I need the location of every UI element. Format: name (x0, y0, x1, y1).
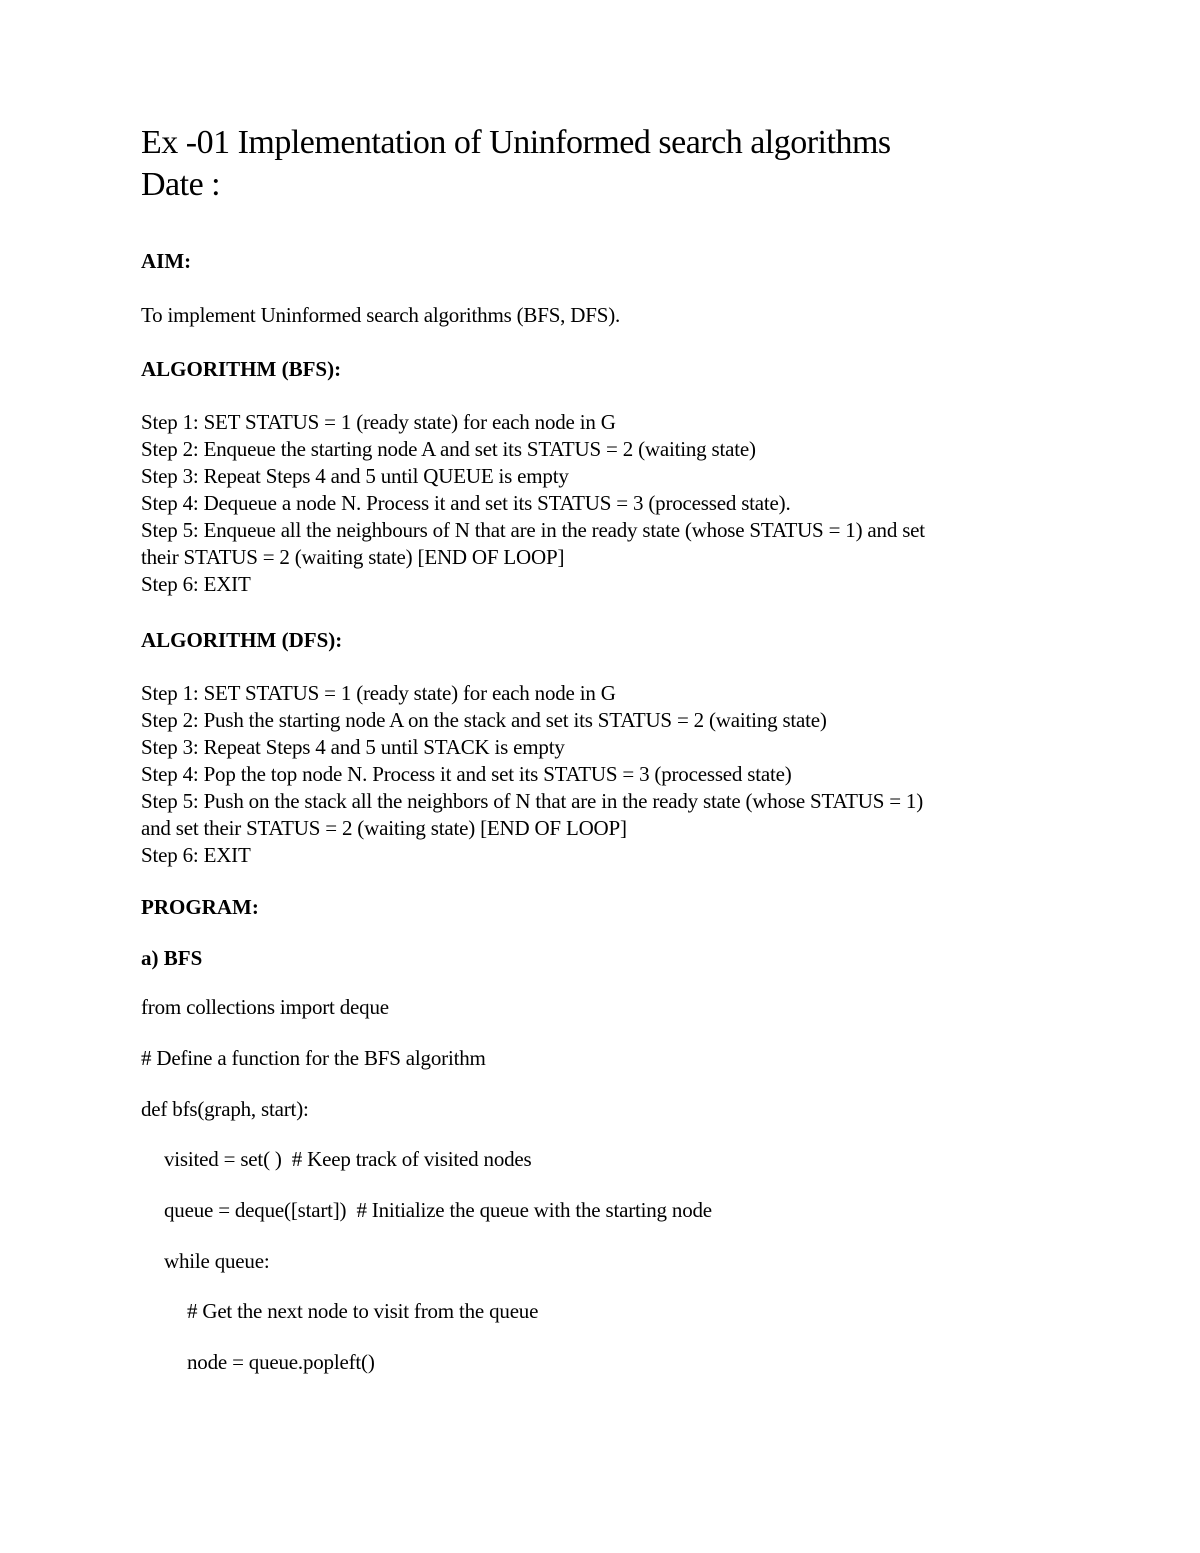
bfs-step-line: Step 6: EXIT (141, 572, 251, 596)
program-heading: PROGRAM: (141, 895, 259, 919)
code-line: visited = set( ) # Keep track of visited nodes (164, 1147, 532, 1171)
code-line: def bfs(graph, start): (141, 1097, 309, 1121)
code-line: # Get the next node to visit from the queue (187, 1299, 539, 1323)
aim-heading: AIM: (141, 249, 192, 273)
dfs-step-line: Step 3: Repeat Steps 4 and 5 until STACK is empty (141, 735, 565, 759)
code-line: queue = deque([start]) # Initialize the queue with the starting node (164, 1198, 712, 1222)
bfs-step-line: Step 4: Dequeue a node N. Process it and set its STATUS = 3 (processed state). (141, 491, 791, 515)
dfs-step-line: Step 5: Push on the stack all the neighbors of N that are in the ready state (whose STATUS = 1) (141, 789, 924, 813)
dfs-step-line: Step 4: Pop the top node N. Process it and set its STATUS = 3 (processed state) (141, 762, 792, 786)
code-line: from collections import deque (141, 995, 389, 1019)
bfs-step-line: Step 3: Repeat Steps 4 and 5 until QUEUE is empty (141, 464, 569, 488)
dfs-algorithm-heading: ALGORITHM (DFS): (141, 628, 343, 652)
title-line: Ex -01 Implementation of Uninformed search algorithms (141, 124, 891, 161)
code-line: # Define a function for the BFS algorithm (141, 1046, 486, 1070)
date-line: Date : (141, 166, 221, 203)
bfs-step-line: Step 2: Enqueue the starting node A and set its STATUS = 2 (waiting state) (141, 437, 756, 461)
dfs-step-line: and set their STATUS = 2 (waiting state) [END OF LOOP] (141, 816, 627, 840)
dfs-step-line: Step 1: SET STATUS = 1 (ready state) for each node in G (141, 681, 616, 705)
bfs-program-subheading: a) BFS (141, 946, 203, 970)
dfs-step-line: Step 2: Push the starting node A on the stack and set its STATUS = 2 (waiting state) (141, 708, 827, 732)
code-line: node = queue.popleft() (187, 1350, 375, 1374)
bfs-step-line: Step 5: Enqueue all the neighbours of N that are in the ready state (whose STATUS = 1) and set (141, 518, 925, 542)
document-title (141, 122, 891, 206)
aim-text: To implement Uninformed search algorithms (BFS, DFS). (141, 303, 621, 327)
bfs-algorithm-heading: ALGORITHM (BFS): (141, 357, 342, 381)
bfs-step-line: their STATUS = 2 (waiting state) [END OF LOOP] (141, 545, 565, 569)
dfs-step-line: Step 6: EXIT (141, 843, 251, 867)
bfs-step-line: Step 1: SET STATUS = 1 (ready state) for each node in G (141, 410, 616, 434)
code-line: while queue: (164, 1249, 270, 1273)
